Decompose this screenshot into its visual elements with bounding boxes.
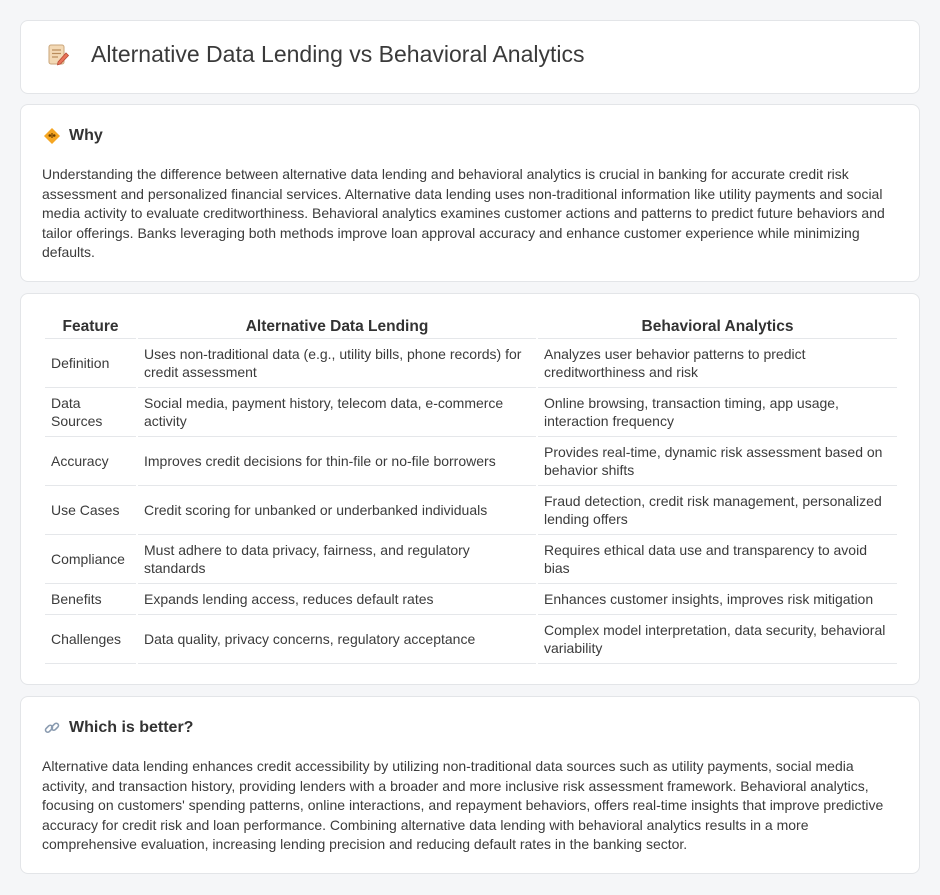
alternative-data-cell: Credit scoring for unbanked or underbanked individuals: [138, 486, 536, 535]
alternative-data-cell: Social media, payment history, telecom data, e-commerce activity: [138, 388, 536, 437]
alternative-data-cell: Improves credit decisions for thin-file or no-file borrowers: [138, 437, 536, 486]
behavioral-analytics-cell: Requires ethical data use and transparency to avoid bias: [538, 535, 897, 584]
title-card: [20, 20, 920, 94]
alternative-data-cell: Must adhere to data privacy, fairness, and regulatory standards: [138, 535, 536, 584]
behavioral-analytics-cell: Enhances customer insights, improves risk mitigation: [538, 584, 897, 615]
alternative-data-cell: Data quality, privacy concerns, regulatory acceptance: [138, 615, 536, 664]
behavioral-analytics-cell: Complex model interpretation, data security, behavioral variability: [538, 615, 897, 664]
table-row: [45, 535, 897, 584]
table-row: [45, 339, 897, 388]
which-is-better-card: [20, 696, 920, 874]
feature-cell: Definition: [45, 339, 136, 388]
comparison-card: [20, 293, 920, 685]
table-header-row: [45, 315, 897, 339]
table-row: [45, 486, 897, 535]
better-body: Alternative data lending enhances credit accessibility by utilizing non-traditional data sources such as utility payments, social media activity, and transaction history, providing lenders with a broader and more inclusive risk assessment framework. Behavioral analytics, focusing on customers' spending patterns, online interactions, and repayment behaviors, offers real-time insights that improve predictive accuracy for credit risk and loan performance. Combining alternative data lending with behavioral analytics results in a more comprehensive evaluation, increasing lending precision and reducing default rates in the banking sector.: [42, 758, 884, 853]
behavioral-analytics-cell: Analyzes user behavior patterns to predict creditworthiness and risk: [538, 339, 897, 388]
feature-cell: Data Sources: [45, 388, 136, 437]
feature-cell: Benefits: [45, 584, 136, 615]
table-row: [45, 437, 897, 486]
column-header-behavioral-analytics: Behavioral Analytics: [538, 315, 897, 339]
behavioral-analytics-cell: Provides real-time, dynamic risk assessment based on behavior shifts: [538, 437, 897, 486]
alternative-data-cell: Uses non-traditional data (e.g., utility bills, phone records) for credit assessment: [138, 339, 536, 388]
column-header-feature: Feature: [45, 315, 136, 339]
feature-cell: Accuracy: [45, 437, 136, 486]
why-title: Why: [69, 127, 103, 144]
table-row: [45, 615, 897, 664]
link-icon: [43, 719, 61, 737]
behavioral-analytics-cell: Fraud detection, credit risk management, personalized lending offers: [538, 486, 897, 535]
behavioral-analytics-cell: Online browsing, transaction timing, app usage, interaction frequency: [538, 388, 897, 437]
title-row: [45, 41, 585, 68]
feature-cell: Compliance: [45, 535, 136, 584]
table-row: [45, 388, 897, 437]
better-title: Which is better?: [69, 719, 194, 736]
table-row: [45, 584, 897, 615]
page-title: Alternative Data Lending vs Behavioral Analytics: [91, 41, 585, 67]
alternative-data-cell: Expands lending access, reduces default rates: [138, 584, 536, 615]
better-heading: [43, 719, 193, 737]
document-edit-icon: [45, 42, 71, 68]
why-heading: [43, 127, 103, 145]
why-card: [20, 104, 920, 282]
lightbulb-icon: [43, 127, 61, 145]
why-body: Understanding the difference between alternative data lending and behavioral analytics is crucial in banking for accurate credit risk assessment and personalized financial services. Alternative data lending uses non-traditional information like utility payments and social media activity to evaluate creditworthiness. Behavioral analytics examines customer actions and patterns to predict future behaviors and tailor offerings. Banks leveraging both methods improve loan approval accuracy and enhance customer experience while minimizing defaults.: [42, 166, 885, 261]
comparison-table: [43, 315, 899, 664]
feature-cell: Challenges: [45, 615, 136, 664]
feature-cell: Use Cases: [45, 486, 136, 535]
column-header-alternative-data-lending: Alternative Data Lending: [138, 315, 536, 339]
